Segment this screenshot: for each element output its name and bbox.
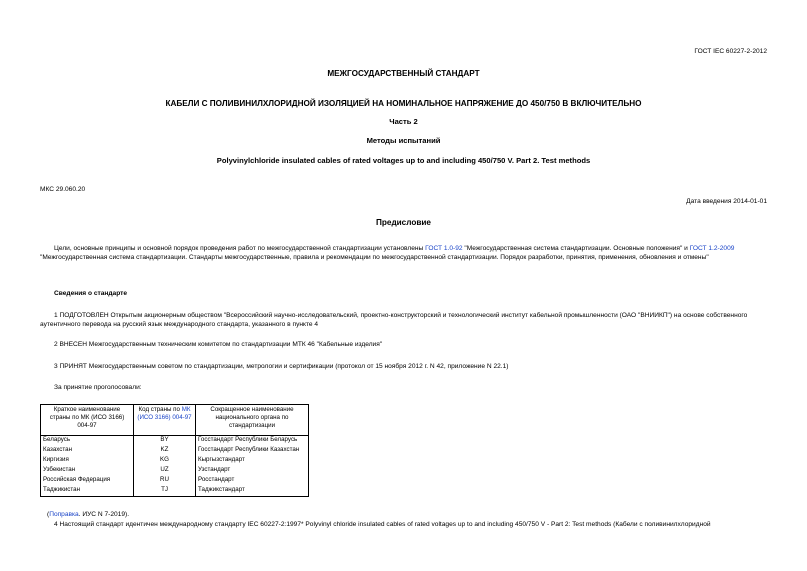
mks-code: МКС 29.060.20 (40, 186, 86, 193)
code-cell: BY (134, 436, 196, 447)
amendment-link[interactable]: Поправка (49, 511, 79, 518)
about-standard-heading: Сведения о стандарте (54, 290, 128, 297)
item-4-identical: 4 Настоящий стандарт идентичен международному стандарту IEC 60227-2:1997* Polyvinyl chloride insulated cables of rated voltages up to and including 450/750 V - Part 2: Test methods (Кабели с поливинилхлоридной (54, 521, 711, 528)
body-cell: Росстандарт (196, 476, 309, 486)
table-row (41, 476, 309, 486)
subtitle: Методы испытаний (366, 136, 441, 145)
country-cell: Беларусь (41, 436, 134, 447)
code-cell: KG (134, 456, 196, 466)
column-header-country: Краткое наименование страны по МК (ИСО 3166) 004-97 (41, 405, 134, 436)
body-cell: Госстандарт Республики Казахстан (196, 446, 309, 456)
code-cell: RU (134, 476, 196, 486)
table-row (41, 456, 309, 466)
document-number: ГОСТ IEC 60227-2-2012 (694, 48, 767, 55)
country-cell: Таджикистан (41, 486, 134, 497)
code-cell: TJ (134, 486, 196, 497)
table-row (41, 486, 309, 497)
item-2-submitted: 2 ВНЕСЕН Межгосударственным техническим комитетом по стандартизации МТК 46 "Кабельные изделия" (54, 341, 383, 348)
gost-1-2-2009-link[interactable]: ГОСТ 1.2-2009 (689, 245, 735, 252)
item-3-adopted: 3 ПРИНЯТ Межгосударственным советом по стандартизации, метрологии и сертификации (протокол от 15 ноября 2012 г. N 42, приложение N 22.1) (54, 363, 509, 370)
country-cell: Российская Федерация (41, 476, 134, 486)
body-cell: Госстандарт Республики Беларусь (196, 436, 309, 447)
mk-iso-link[interactable]: МК (ИСО 3166) 004-97 (137, 406, 192, 421)
country-cell: Казахстан (41, 446, 134, 456)
standard-heading: МЕЖГОСУДАРСТВЕННЫЙ СТАНДАРТ (327, 69, 480, 78)
foreword-title: Предисловие (376, 218, 431, 227)
body-cell: Узстандарт (196, 466, 309, 476)
country-cell: Киргизия (41, 456, 134, 466)
voted-label: За принятие проголосовали: (54, 384, 142, 391)
table-row (41, 466, 309, 476)
table-row (41, 436, 309, 447)
introduction-date: Дата введения 2014-01-01 (686, 198, 767, 205)
foreword-text-2: "Межгосударственная система стандартизации. Основные положения" и (462, 245, 690, 252)
amendment-note: (Поправка. ИУС N 7-2019). (47, 511, 130, 518)
column-header-code (134, 405, 196, 436)
country-cell: Узбекистан (41, 466, 134, 476)
foreword-text-1: Цели, основные принципы и основной порядок проведения работ по межгосударственной стандартизации установлены (54, 245, 426, 252)
gost-1-0-92-link[interactable]: ГОСТ 1.0-92 (425, 245, 463, 252)
part-label: Часть 2 (389, 117, 418, 126)
code-cell: KZ (134, 446, 196, 456)
column-header-body: Сокращенное наименование национального органа по стандартизации (196, 405, 309, 436)
amendment-text: . ИУС N 7-2019). (78, 511, 130, 518)
body-cell: Кыргызстандарт (196, 456, 309, 466)
code-header-text: Код страны по (138, 406, 182, 413)
table-row (41, 446, 309, 456)
voting-countries-table (40, 404, 309, 497)
english-title: Polyvinylchloride insulated cables of rated voltages up to and including 450/750 V. Part 2. Test methods (216, 156, 591, 165)
code-cell: UZ (134, 466, 196, 476)
item-1-prepared: 1 ПОДГОТОВЛЕН Открытым акционерным обществом "Всероссийский научно-исследовательский, проектно-конструкторский и технологический институт кабельной промышленности (ОАО "ВНИИКП") на основе собственного аутентичного перевода на русский язык международного стандарта, указанного в пункте 4 (40, 312, 748, 328)
body-cell: Таджикстандарт (196, 486, 309, 497)
document-title: КАБЕЛИ С ПОЛИВИНИЛХЛОРИДНОЙ ИЗОЛЯЦИЕЙ НА НОМИНАЛЬНОЕ НАПРЯЖЕНИЕ ДО 450/750 В ВКЛЮЧИТЕЛЬНО (165, 99, 642, 108)
foreword-paragraph (40, 244, 770, 263)
foreword-text-3: "Межгосударственная система стандартизации. Стандарты межгосударственные, правила и рекомендации по межгосударственной стандартизации. Порядок разработки, принятия, применения, обновления и отмены" (40, 254, 709, 261)
